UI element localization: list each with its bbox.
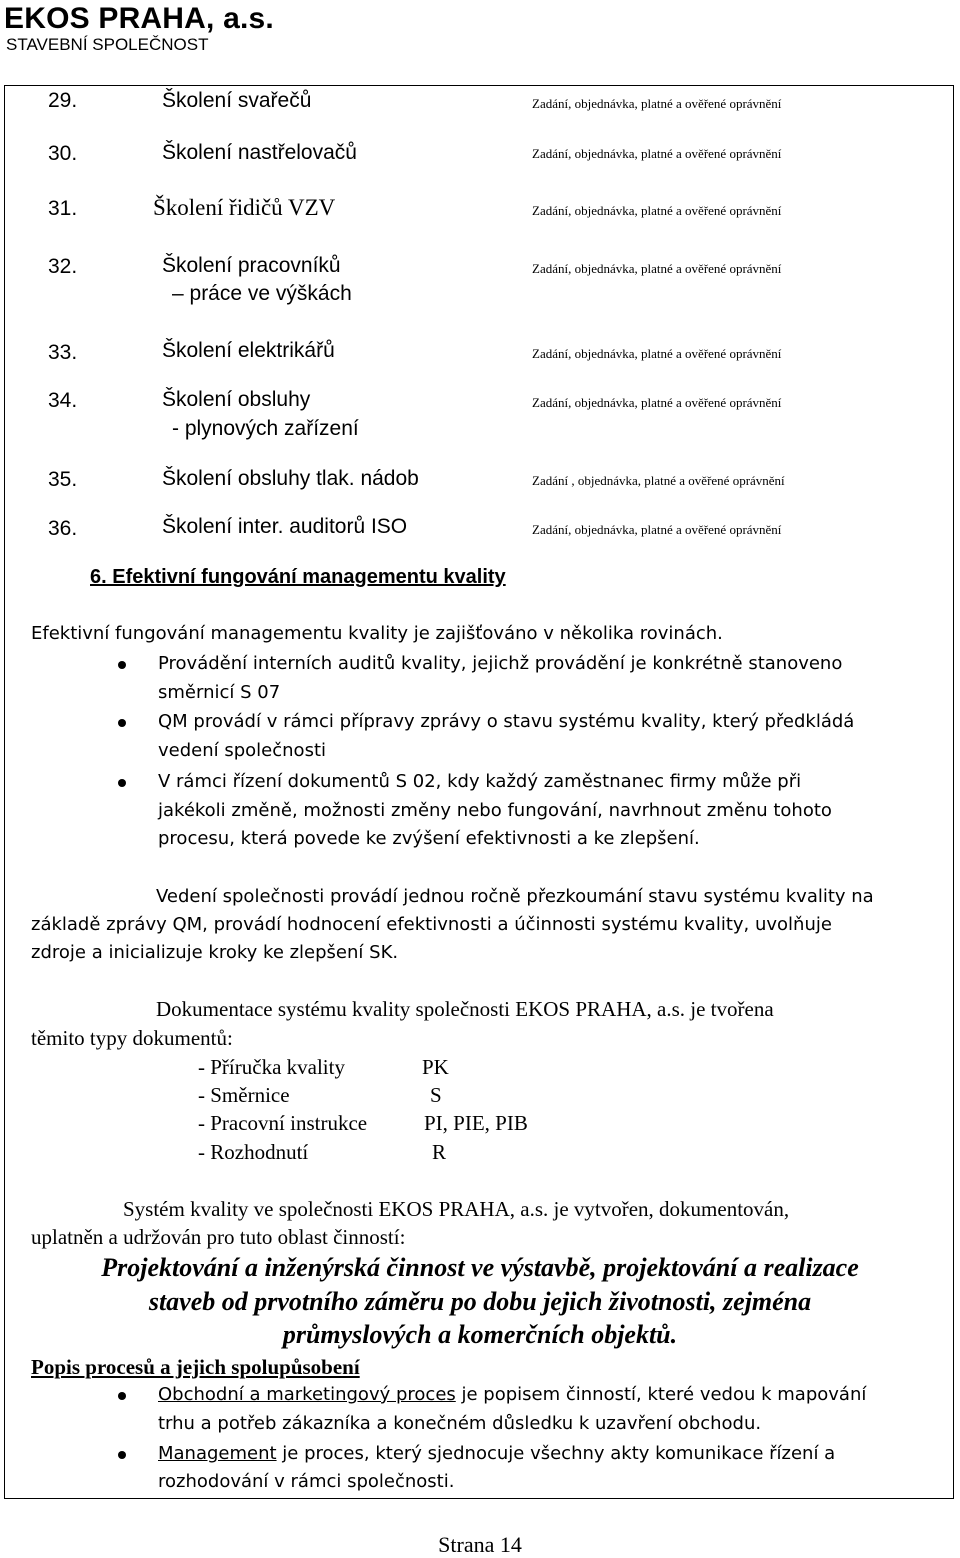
item-requirement: Zadání, objednávka, platné a ověřené oprávnění (532, 395, 782, 410)
doc-type-name: - Směrnice (198, 1083, 290, 1107)
item-requirement: Zadání, objednávka, platné a ověřené oprávnění (532, 346, 782, 361)
item-title: Školení řidičů VZV (153, 195, 336, 220)
review-paragraph: zdroje a inicializuje kroky ke zlepšení SK. (31, 942, 399, 963)
item-title-cont: - plynových zařízení (172, 417, 359, 440)
system-paragraph: uplatněn a udržován pro tuto oblast činností: (31, 1225, 406, 1249)
bullet-text: QM provádí v rámci přípravy zprávy o stavu systému kvality, který předkládá (158, 711, 855, 732)
documentation-text: Dokumentace systému kvality společnosti EKOS PRAHA, a.s. je tvořena (156, 997, 774, 1021)
bullet-text: Provádění interních auditů kvality, jejichž provádění je konkrétně stanoveno (158, 653, 843, 674)
scope-line: průmyslových a komerčních objektů. (282, 1320, 678, 1349)
item-number: 34. (48, 389, 78, 412)
processes-heading: Popis procesů a jejich spolupůsobení (31, 1355, 360, 1379)
process-item (158, 1443, 835, 1464)
item-number: 33. (48, 341, 78, 364)
item-title: Školení elektrikářů (162, 339, 335, 362)
doc-type-name: - Pracovní instrukce (198, 1111, 368, 1135)
item-title: Školení svařečů (162, 89, 312, 112)
process-item (158, 1384, 866, 1405)
process-desc-cont: rozhodování v rámci společnosti. (158, 1471, 455, 1492)
doc-type-code: R (432, 1140, 447, 1164)
item-title-cont: – práce ve výškách (172, 282, 352, 305)
doc-type-name: - Příručka kvality (198, 1055, 345, 1079)
bullet-text: směrnicí S 07 (158, 682, 281, 703)
doc-type-code: PI, PIE, PIB (424, 1111, 528, 1135)
bullet-text: vedení společnosti (158, 740, 327, 761)
item-number: 30. (48, 142, 78, 165)
bullet-text: jakékoli změně, možnosti změny nebo fungování, navrhnout změnu tohoto (158, 800, 832, 821)
bullet-icon (118, 719, 126, 727)
item-title: Školení nastřelovačů (162, 141, 357, 164)
page-number: Strana 14 (438, 1532, 522, 1557)
item-number: 31. (48, 197, 78, 220)
item-requirement: Zadání, objednávka, platné a ověřené oprávnění (532, 522, 782, 537)
item-number: 35. (48, 468, 78, 491)
item-title: Školení pracovníků (162, 254, 341, 277)
review-paragraph: základě zprávy QM, provádí hodnocení efektivnosti a účinnosti systému kvality, uvolňuje (31, 914, 832, 935)
section-heading: 6. Efektivní fungování managementu kvality (90, 566, 506, 588)
bullet-icon (118, 1451, 126, 1459)
company-name: EKOS PRAHA, a.s. (4, 2, 274, 35)
doc-type-code: S (430, 1083, 442, 1107)
system-paragraph: Systém kvality ve společnosti EKOS PRAHA, a.s. je vytvořen, dokumentován, (123, 1197, 790, 1221)
item-requirement: Zadání , objednávka, platné a ověřené oprávnění (532, 473, 785, 488)
item-requirement: Zadání, objednávka, platné a ověřené oprávnění (532, 146, 782, 161)
process-term: Management (158, 1443, 277, 1464)
scope-line: Projektování a inženýrská činnost ve výstavbě, projektování a realizace (101, 1253, 859, 1282)
company-subtitle: STAVEBNÍ SPOLEČNOST (6, 35, 209, 54)
section-intro: Efektivní fungování managementu kvality je zajišťováno v několika rovinách. (31, 623, 723, 644)
item-number: 32. (48, 255, 78, 278)
item-title: Školení obsluhy (162, 388, 311, 411)
item-title (162, 467, 419, 491)
doc-type-code: PK (422, 1055, 449, 1079)
bullet-icon (118, 779, 126, 787)
doc-type-name: - Rozhodnutí (198, 1140, 309, 1164)
documentation-text: těmito typy dokumentů: (31, 1026, 233, 1050)
process-desc: je popisem činností, které vedou k mapování (455, 1384, 867, 1405)
bullet-text: V rámci řízení dokumentů S 02, kdy každý zaměstnanec firmy může při (158, 771, 802, 792)
review-paragraph: Vedení společnosti provádí jednou ročně přezkoumání stavu systému kvality na (156, 886, 874, 907)
scope-line: staveb od prvotního záměru po dobu jejich životnosti, zejména (148, 1287, 812, 1316)
item-title: Školení inter. auditorů ISO (162, 515, 408, 538)
item-requirement: Zadání, objednávka, platné a ověřené oprávnění (532, 203, 782, 218)
bullet-text: procesu, která povede ke zvýšení efektivnosti a ke zlepšení. (158, 828, 700, 849)
item-title-text: Školení obsluhy tlak. nádob (162, 467, 419, 490)
item-number: 36. (48, 517, 78, 540)
process-desc-cont: trhu a potřeb zákazníka a konečném důsledku k uzavření obchodu. (158, 1413, 762, 1434)
bullet-icon (118, 661, 126, 669)
process-desc: je proces, který sjednocuje všechny akty komunikace řízení a (276, 1443, 836, 1464)
item-number: 29. (48, 89, 78, 112)
item-requirement: Zadání, objednávka, platné a ověřené oprávnění (532, 261, 782, 276)
bullet-icon (118, 1392, 126, 1400)
item-requirement: Zadání, objednávka, platné a ověřené oprávnění (532, 96, 782, 111)
process-term: Obchodní a marketingový proces (158, 1384, 456, 1405)
